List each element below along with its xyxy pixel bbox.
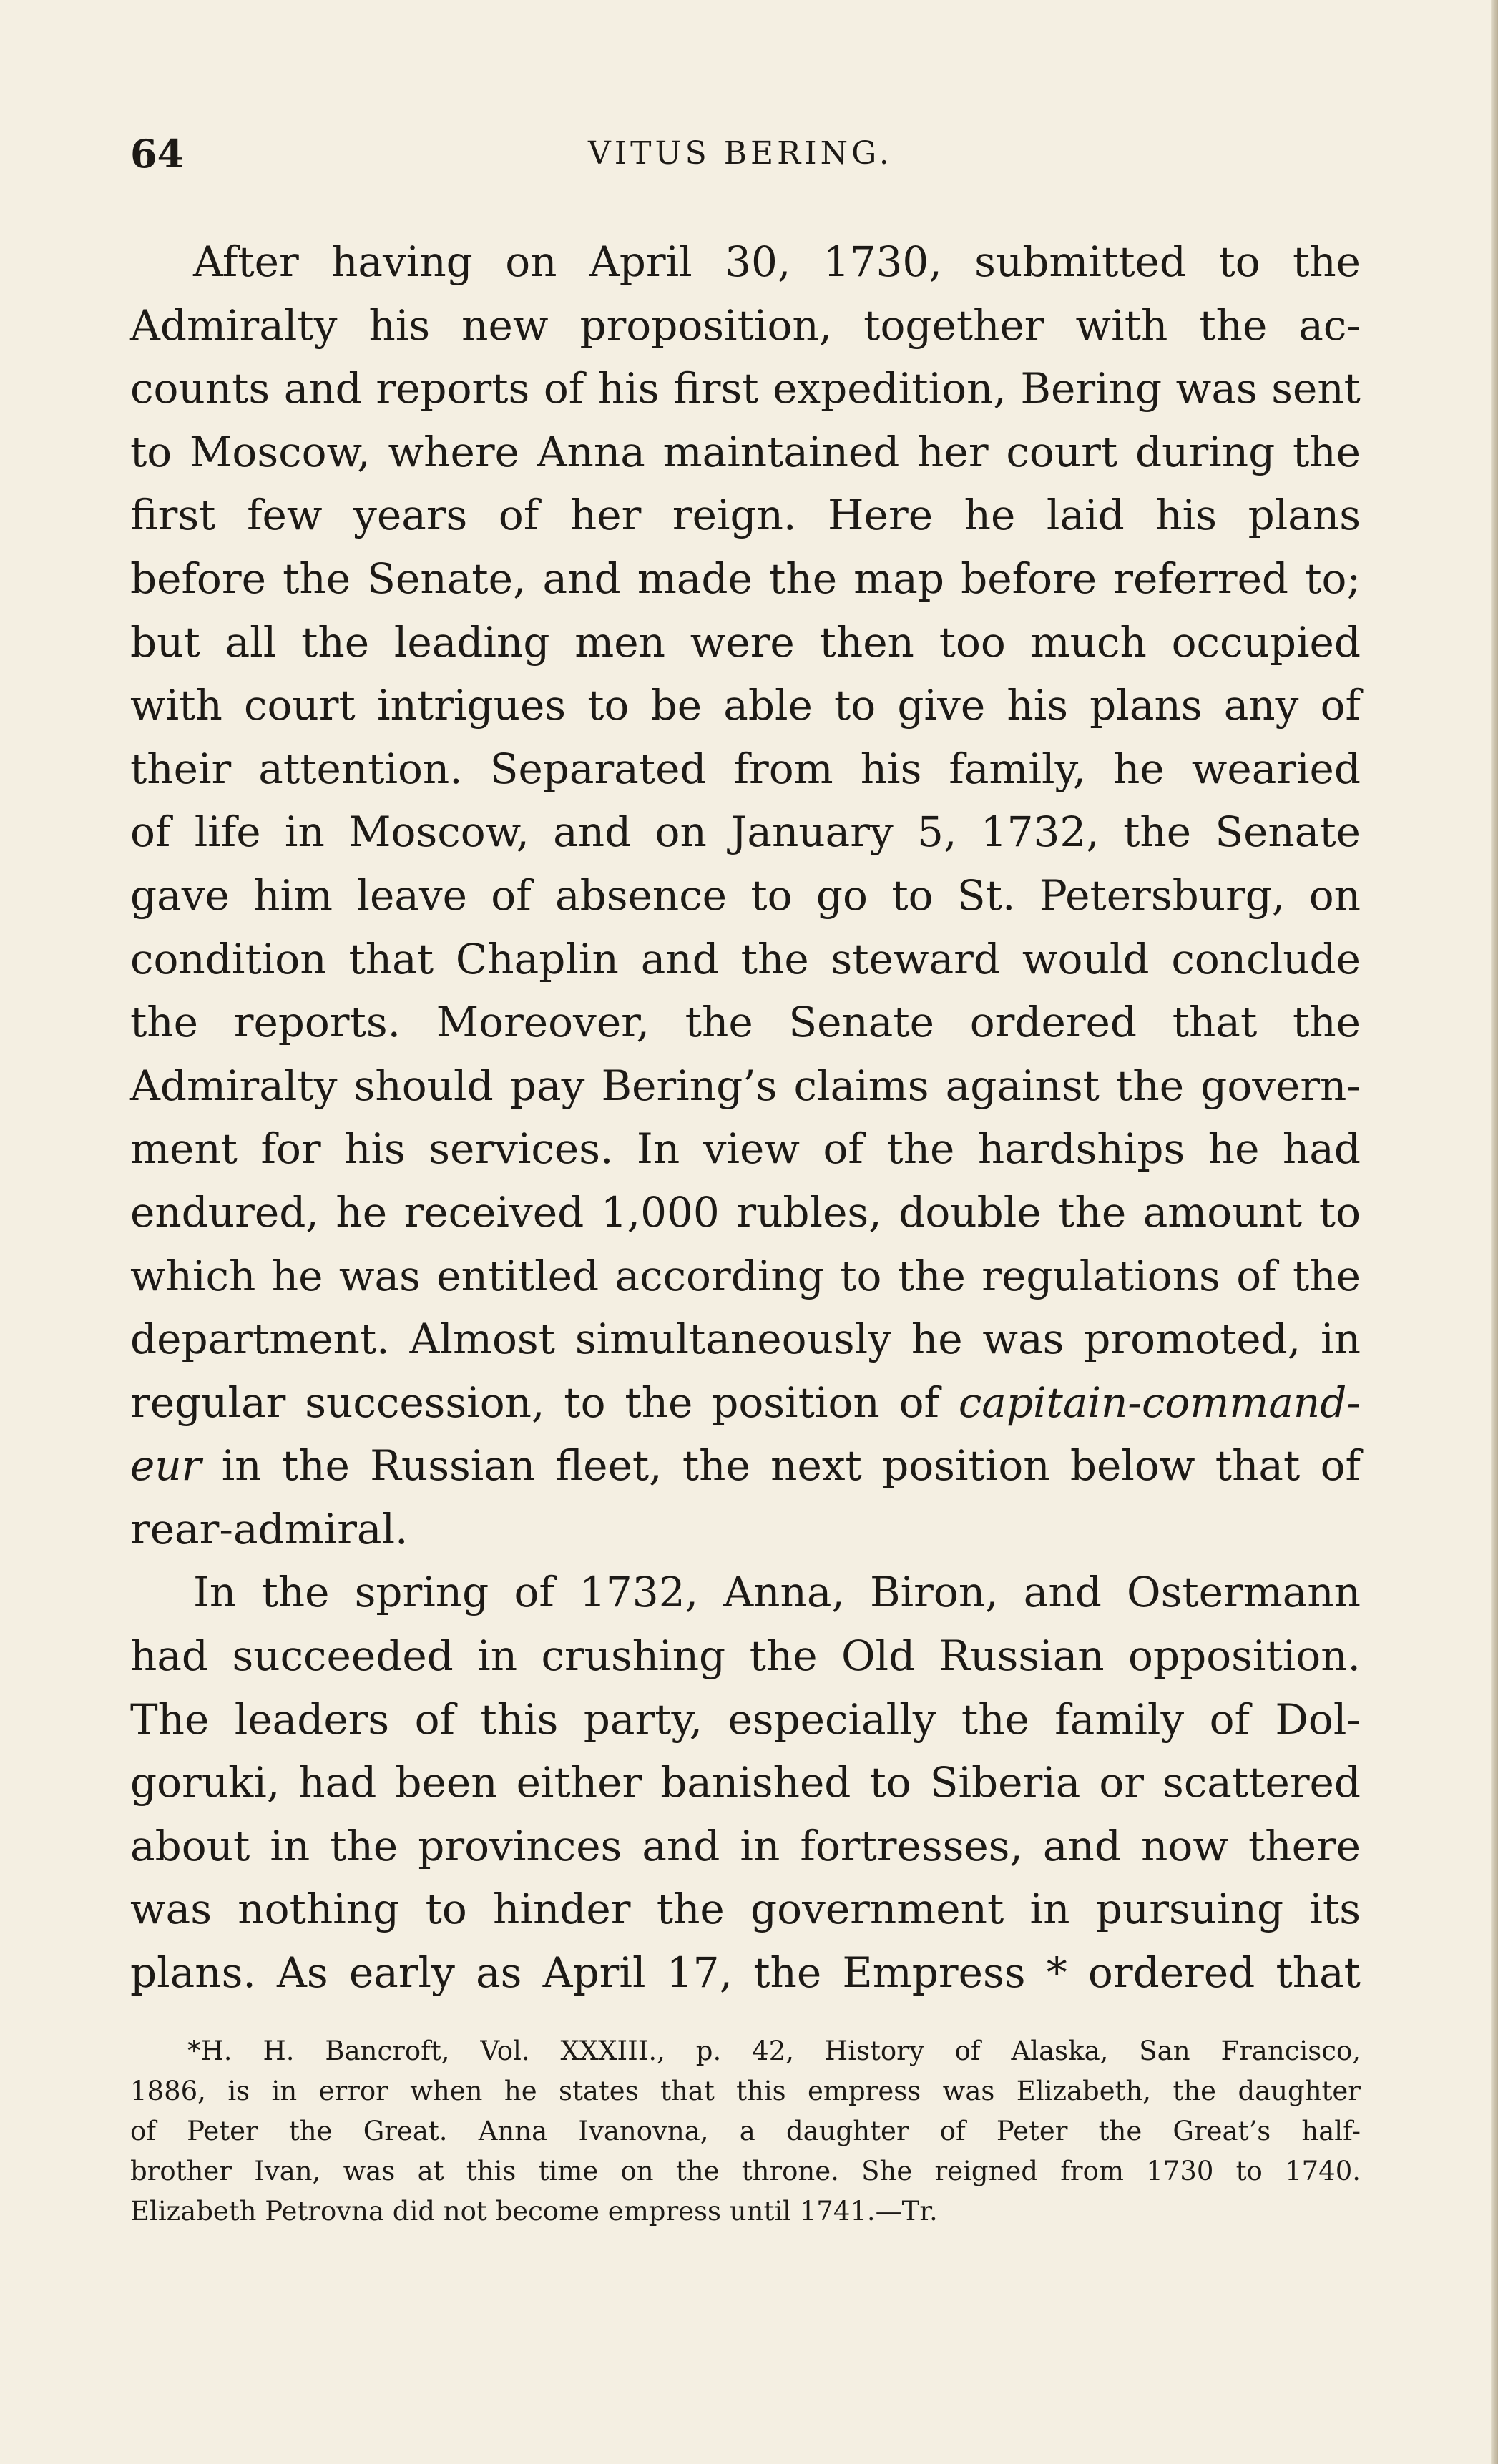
footnote — [130, 2031, 1361, 2232]
text-line: plans. As early as April 17, the Empress * ordered that — [130, 1948, 1361, 1998]
italic-term: capitain-command- — [958, 1378, 1361, 1427]
text-line: but all the leading men were then too much occupied — [130, 617, 1361, 667]
text-line: gave him leave of absence to go to St. Petersburg, on — [130, 870, 1361, 920]
running-title: VITUS BERING. — [588, 135, 893, 172]
text-line: the reports. Moreover, the Senate ordered that the — [130, 998, 1361, 1047]
text-line: After having on April 30, 1730, submitted to the — [193, 237, 1361, 286]
footnote-line: brother Ivan, was at this time on the throne. She reigned from 1730 to 1740. — [130, 2156, 1361, 2186]
text-line: Admiralty should pay Bering’s claims against the govern- — [130, 1061, 1361, 1110]
text-line: of life in Moscow, and on January 5, 1732, the Senate — [130, 808, 1361, 857]
text-line: The leaders of this party, especially the family of Dol- — [130, 1694, 1361, 1744]
text-line: first few years of her reign. Here he laid his plans — [130, 491, 1361, 540]
footnote-line: 1886, is in error when he states that this empress was Elizabeth, the daughter — [130, 2076, 1361, 2106]
body-text — [130, 230, 1361, 2005]
footnote-line: Elizabeth Petrovna did not become empress until 1741.—Tr. — [130, 2196, 938, 2227]
text-line: about in the provinces and in fortresses, and now there — [130, 1821, 1361, 1870]
text-line: with court intrigues to be able to give his plans any of — [130, 681, 1361, 730]
footnote-line: of Peter the Great. Anna Ivanovna, a daughter of Peter the Great’s half- — [130, 2116, 1361, 2146]
text-line: rear-admiral. — [130, 1504, 408, 1554]
text-line: condition that Chaplin and the steward would conclude — [130, 934, 1361, 983]
text-line: which he was entitled according to the regulations of the — [130, 1251, 1361, 1300]
footnote-line: *H. H. Bancroft, Vol. XXXIII., p. 42, History of Alaska, San Francisco, — [187, 2036, 1361, 2066]
page-number: 64 — [130, 131, 185, 177]
text-line: endured, he received 1,000 rubles, double the amount to — [130, 1187, 1361, 1237]
text-line: was nothing to hinder the government in pursuing its — [130, 1885, 1361, 1934]
running-head — [130, 122, 1361, 186]
text-line — [130, 1434, 1361, 1498]
text-line: department. Almost simultaneously he was promoted, in — [130, 1315, 1361, 1364]
text-line: to Moscow, where Anna maintained her court during the — [130, 427, 1361, 476]
text-line: before the Senate, and made the map before referred to; — [130, 554, 1361, 603]
italic-term: eur — [130, 1441, 202, 1491]
text-run: in the Russian fleet, the next position below that of — [201, 1441, 1361, 1491]
page-edge — [1491, 0, 1498, 2464]
text-line: ment for his services. In view of the hardships he had — [130, 1124, 1361, 1174]
text-line: counts and reports of his first expedition, Bering was sent — [130, 364, 1361, 413]
text-line: their attention. Separated from his family, he wearied — [130, 744, 1361, 793]
text-line: Admiralty his new proposition, together with the ac- — [130, 300, 1361, 350]
text-line: In the spring of 1732, Anna, Biron, and Ostermann — [193, 1568, 1361, 1617]
text-line — [130, 1371, 1361, 1435]
text-line: goruki, had been either banished to Siberia or scattered — [130, 1758, 1361, 1807]
text-line: had succeeded in crushing the Old Russian opposition. — [130, 1631, 1361, 1681]
text-run: regular succession, to the position of — [130, 1378, 959, 1427]
